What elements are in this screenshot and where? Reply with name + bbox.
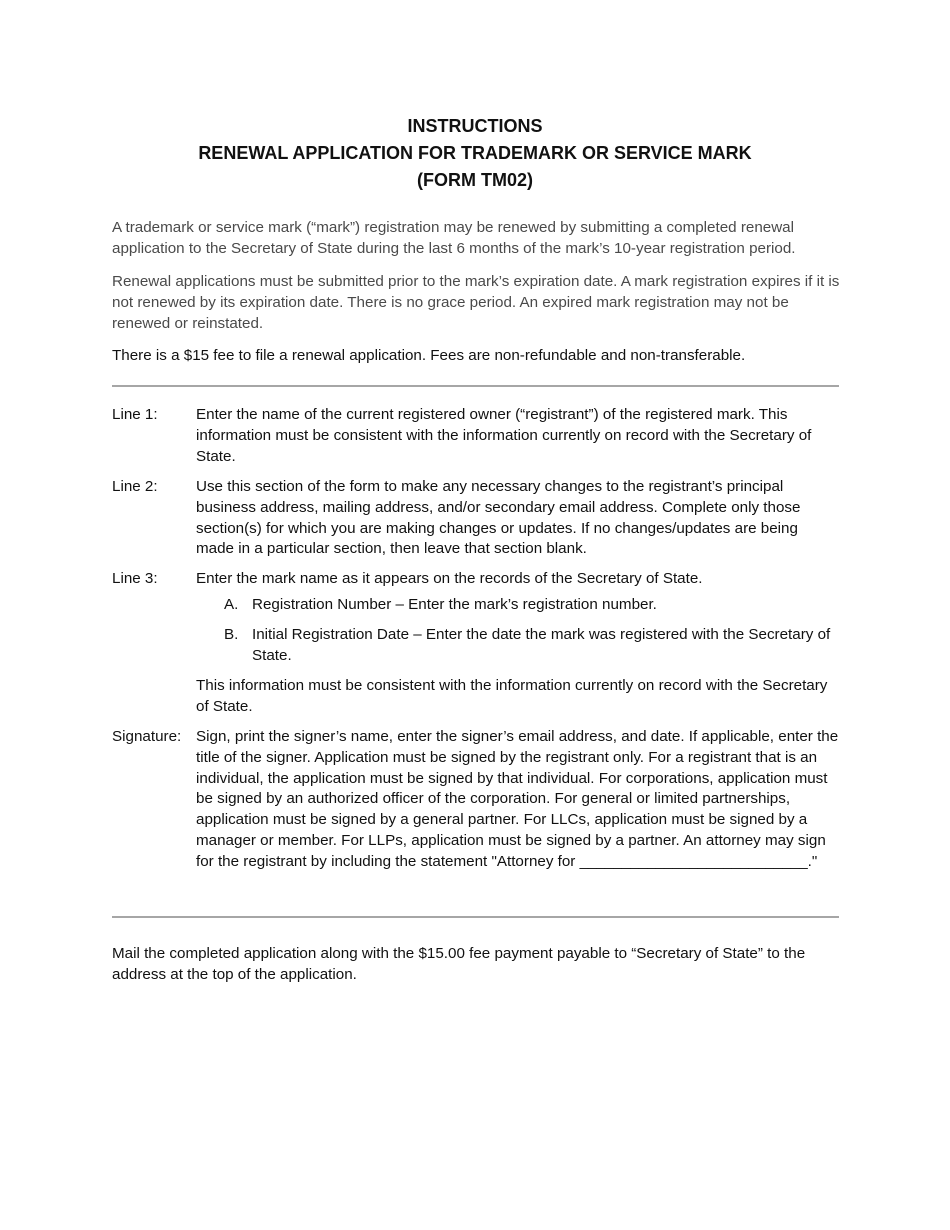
line-2-text: Use this section of the form to make any necessary changes to the registrant’s principal business address, mailing address, and/or secondary email address. Complete only those section(s) for which you are making changes or updates. If no changes/updates are being made in a particular section, then leave that section blank. <box>196 478 801 558</box>
instruction-line-3 <box>112 569 840 590</box>
instruction-signature <box>112 727 840 873</box>
subitem-a-text: Registration Number – Enter the mark’s registration number. <box>252 596 657 613</box>
title-form-name: RENEWAL APPLICATION FOR TRADEMARK OR SERVICE MARK <box>198 143 752 163</box>
instruction-line-1 <box>112 405 840 467</box>
line-1-label: Line 1: <box>112 406 158 423</box>
line-3-text: Enter the mark name as it appears on the records of the Secretary of State. <box>196 570 703 587</box>
document-title <box>0 113 950 194</box>
divider-top <box>112 385 839 387</box>
line-1-text: Enter the name of the current registered owner (“registrant”) of the registered mark. This information must be consistent with the information currently on record with the Secretary of State. <box>196 406 812 465</box>
subitem-a-letter: A. <box>224 596 239 613</box>
title-form-number: (FORM TM02) <box>417 170 533 190</box>
signature-label: Signature: <box>112 728 182 745</box>
signature-text: Sign, print the signer’s name, enter the signer’s email address, and date. If applicable, enter the title of the signer. Application must be signed by the registrant only. For a registrant that is an individual, the application must be signed by that individual. For corporations, application must be signed by an authorized officer of the corporation. For general or limited partnerships, application must be signed by a general partner. For LLCs, application must be signed by a manager or member. For LLPs, application must be signed by a partner. An attorney may sign for the registrant by including the statement "Attorney for ___________________________." <box>196 728 839 870</box>
line-3-note: This information must be consistent with the information currently on record with the Secretary of State. <box>196 677 828 715</box>
line-3-label: Line 3: <box>112 570 158 587</box>
line-3-subitem-a <box>224 595 840 616</box>
intro-paragraph-renewal: A trademark or service mark (“mark”) registration may be renewed by submitting a completed renewal application to the Secretary of State during the last 6 months of the mark’s 10-year registration period. <box>112 219 796 257</box>
mailing-instructions: Mail the completed application along with the $15.00 fee payment payable to “Secretary of State” to the address at the top of the application. <box>112 945 806 983</box>
intro-paragraph-expiration: Renewal applications must be submitted prior to the mark’s expiration date. A mark registration expires if it is not renewed by its expiration date. There is no grace period. An expired mark registration may not be renewed or reinstated. <box>112 273 840 332</box>
line-3-subitem-b <box>224 625 840 667</box>
title-instructions: INSTRUCTIONS <box>407 116 543 136</box>
divider-bottom <box>112 916 839 918</box>
subitem-b-letter: B. <box>224 626 239 643</box>
instruction-line-2 <box>112 477 840 560</box>
line-2-label: Line 2: <box>112 478 158 495</box>
intro-paragraph-fee: There is a $15 fee to file a renewal application. Fees are non-refundable and non-transferable. <box>112 347 746 364</box>
subitem-b-text: Initial Registration Date – Enter the date the mark was registered with the Secretary of State. <box>252 626 831 664</box>
